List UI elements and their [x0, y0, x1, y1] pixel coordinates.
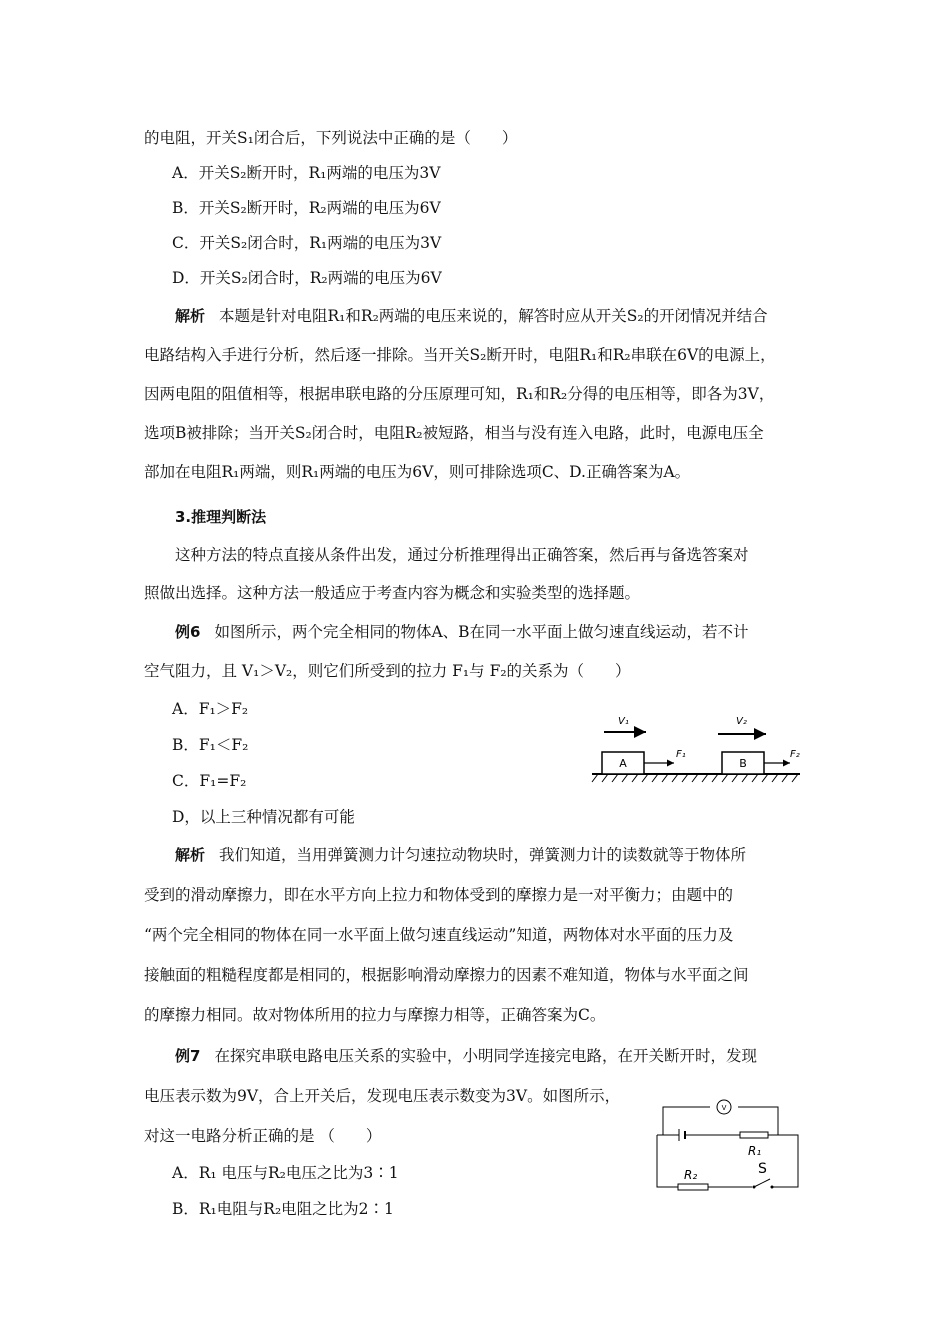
q5-stem-tail: 的电阻，开关S₁闭合后，下列说法中正确的是（ ） — [144, 129, 518, 147]
q6-analysis-line-1 — [175, 845, 746, 865]
q6-option-a: A．F₁＞F₂ — [172, 700, 249, 718]
resistor-r1 — [740, 1132, 768, 1138]
velocity-v1-label: V₁ — [618, 716, 629, 727]
q6-stem-line-2: 空气阻力，且 V₁＞V₂，则它们所受到的拉力 F₁与 F₂的关系为（ ） — [144, 662, 631, 680]
q6-analysis-line-3: “两个完全相同的物体在同一水平面上做匀速直线运动”知道，两物体对水平面的压力及 — [144, 926, 734, 944]
q7-stem-line-2: 电压表示数为9V，合上开关后，发现电压表示数变为3V。如图所示， — [144, 1087, 621, 1105]
force-f1-label: F₁ — [676, 749, 686, 760]
q5-analysis-line-5: 部加在电阻R₁两端，则R₁两端的电压为6V，则可排除选项C、D.正确答案为A。 — [144, 463, 691, 481]
q6-analysis-line-4: 接触面的粗糙程度都是相同的，根据影响滑动摩擦力的因素不难知道，物体与水平面之间 — [144, 966, 749, 984]
q5-option-c: C．开关S₂闭合时，R₁两端的电压为3V — [172, 234, 442, 252]
ground-surface — [592, 774, 800, 782]
block-a-label: A — [619, 757, 627, 770]
block-b-label: B — [739, 757, 747, 770]
q7-circuit-figure — [648, 1093, 808, 1198]
q7-option-b: B．R₁电阻与R₂电阻之比为2∶1 — [172, 1200, 394, 1218]
circuit-wire-left — [657, 1135, 678, 1187]
q6-stem-text-1: 如图所示，两个完全相同的物体A、B在同一水平面上做匀速直线运动，若不计 — [214, 623, 749, 641]
q6-analysis-label: 解析 — [175, 846, 206, 864]
switch-symbol — [753, 1179, 774, 1189]
battery-symbol — [679, 1129, 685, 1141]
q6-option-b: B．F₁＜F₂ — [172, 736, 249, 754]
section-3-line-2: 照做出选择。这种方法一般适应于考查内容为概念和实验类型的选择题。 — [144, 584, 641, 602]
q5-analysis-line-2: 电路结构入手进行分析，然后逐一排除。当开关S₂断开时，电阻R₁和R₂串联在6V的电源上， — [144, 346, 776, 364]
q5-analysis-line-1 — [175, 306, 768, 326]
q5-analysis-line-3: 因两电阻的阻值相等，根据串联电路的分压原理可知，R₁和R₂分得的电压相等，即各为3V， — [144, 385, 775, 403]
q5-analysis-line-4: 选项B被排除；当开关S₂闭合时，电阻R₂被短路，相当与没有连入电路，此时，电源电压全 — [144, 424, 764, 442]
q5-option-d: D．开关S₂闭合时，R₂两端的电压为6V — [172, 269, 442, 287]
switch-label: S — [758, 1161, 767, 1177]
circuit-wire-top-right — [738, 1107, 778, 1135]
q6-analysis-line-2: 受到的滑动摩擦力，即在水平方向上拉力和物体受到的摩擦力是一对平衡力；由题中的 — [144, 886, 734, 904]
voltmeter-label: V — [721, 1104, 727, 1112]
force-f2-label: F₂ — [790, 749, 800, 760]
resistor-r1-label: R₁ — [748, 1144, 762, 1158]
q7-option-a: A．R₁ 电压与R₂电压之比为3∶1 — [172, 1164, 399, 1182]
q5-analysis-label: 解析 — [175, 307, 206, 325]
q6-motion-figure — [590, 704, 820, 794]
q5-option-b: B．开关S₂断开时，R₂两端的电压为6V — [172, 199, 441, 217]
q7-stem-line-1 — [175, 1046, 757, 1066]
q5-option-a: A．开关S₂断开时，R₁两端的电压为3V — [172, 164, 441, 182]
section-3-heading: 3.推理判断法 — [175, 508, 267, 526]
q7-stem-line-3: 对这一电路分析正确的是 （ ） — [144, 1127, 382, 1145]
circuit-wire-middle-3 — [768, 1135, 798, 1187]
resistor-r2 — [678, 1184, 708, 1190]
section-3-line-1: 这种方法的特点直接从条件出发，通过分析推理得出正确答案，然后再与备选答案对 — [175, 546, 749, 564]
circuit-wire-top — [663, 1107, 710, 1135]
resistor-r2-label: R₂ — [684, 1168, 698, 1182]
q7-stem-text-1: 在探究串联电路电压关系的实验中，小明同学连接完电路，在开关断开时，发现 — [214, 1047, 757, 1065]
q6-stem-line-1 — [175, 622, 749, 642]
q6-analysis-text-1: 我们知道，当用弹簧测力计匀速拉动物块时，弹簧测力计的读数就等于物体所 — [219, 846, 747, 864]
velocity-v2-label: V₂ — [736, 716, 747, 727]
q7-label: 例7 — [175, 1047, 201, 1065]
q5-analysis-text-1: 本题是针对电阻R₁和R₂两端的电压来说的，解答时应从开关S₂的开闭情况并结合 — [219, 307, 768, 325]
q6-analysis-line-5: 的摩擦力相同。故对物体所用的拉力与摩擦力相等，正确答案为C。 — [144, 1006, 606, 1024]
q6-option-d: D，以上三种情况都有可能 — [172, 808, 355, 826]
q6-option-c: C．F₁=F₂ — [172, 772, 247, 790]
q6-label: 例6 — [175, 623, 201, 641]
